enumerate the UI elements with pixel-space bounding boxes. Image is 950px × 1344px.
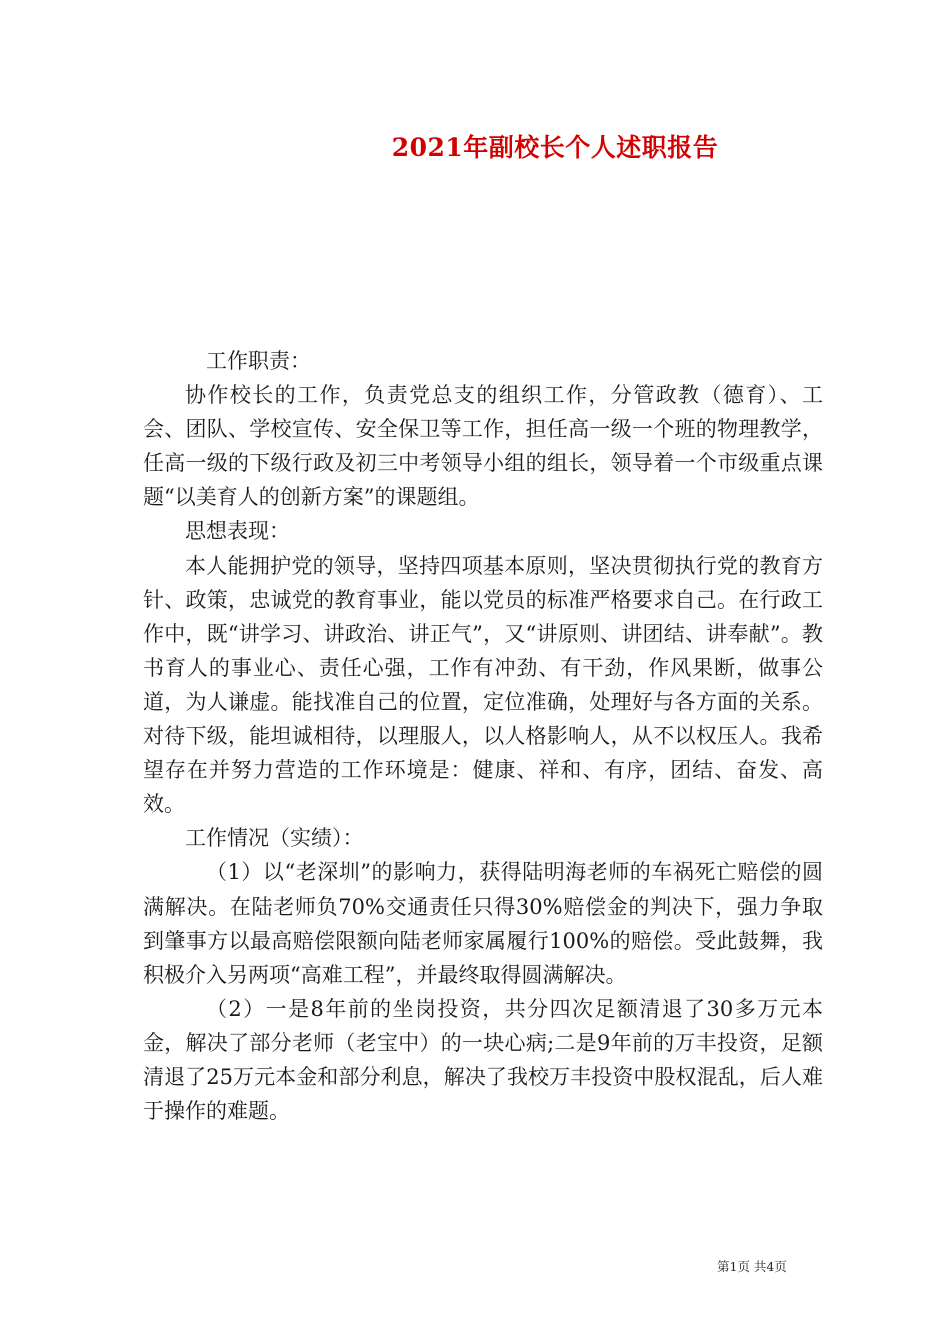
page-title: 2021年副校长个人述职报告	[391, 133, 719, 162]
page-footer: 第1页 共4页	[717, 1259, 787, 1274]
list-item: （1）以“老深圳”的影响力，获得陆明海老师的车祸死亡赔偿的圆满解决。在陆老师负70%交通责任只得30%赔偿金的判决下，强力争取到肇事方以最高赔偿限额向陆老师家属履行100%的赔偿。受此鼓舞，我积极介入另两项“高难工程”，并最终取得圆满解决。	[143, 860, 823, 987]
section-heading-achievements: 工作情况（实绩）：	[185, 826, 364, 851]
section-heading-thoughts: 思想表现：	[185, 519, 290, 544]
document-body	[143, 344, 823, 1128]
paragraph-thoughts: 本人能拥护党的领导，坚持四项基本原则，坚决贯彻执行党的教育方针、政策，忠诚党的教育事业，能以党员的标准严格要求自己。在行政工作中，既“讲学习、讲政治、讲正气”，又“讲原则、讲团结、讲奉献”。教书育人的事业心、责任心强，工作有冲劲、有干劲，作风果断，做事公道，为人谦虚。能找准自己的位置，定位准确，处理好与各方面的关系。对待下级，能坦诚相待，以理服人，以人格影响人，从不以权压人。我希望存在并努力营造的工作环境是：健康、祥和、有序，团结、奋发、高效。	[143, 553, 823, 817]
paragraph-duties: 协作校长的工作，负责党总支的组织工作，分管政教（德育）、工会、团队、学校宣传、安全保卫等工作，担任高一级一个班的物理教学，任高一级的下级行政及初三中考领导小组的组长，领导着一个市级重点课题“以美育人的创新方案”的课题组。	[143, 383, 823, 510]
list-item: （2）一是8年前的坐岗投资，共分四次足额清退了30多万元本金，解决了部分老师（老宝中）的一块心病;二是9年前的万丰投资，足额清退了25万元本金和部分利息，解决了我校万丰投资中股权混乱，后人难于操作的难题。	[143, 996, 823, 1124]
section-heading-duties: 工作职责：	[206, 349, 311, 373]
